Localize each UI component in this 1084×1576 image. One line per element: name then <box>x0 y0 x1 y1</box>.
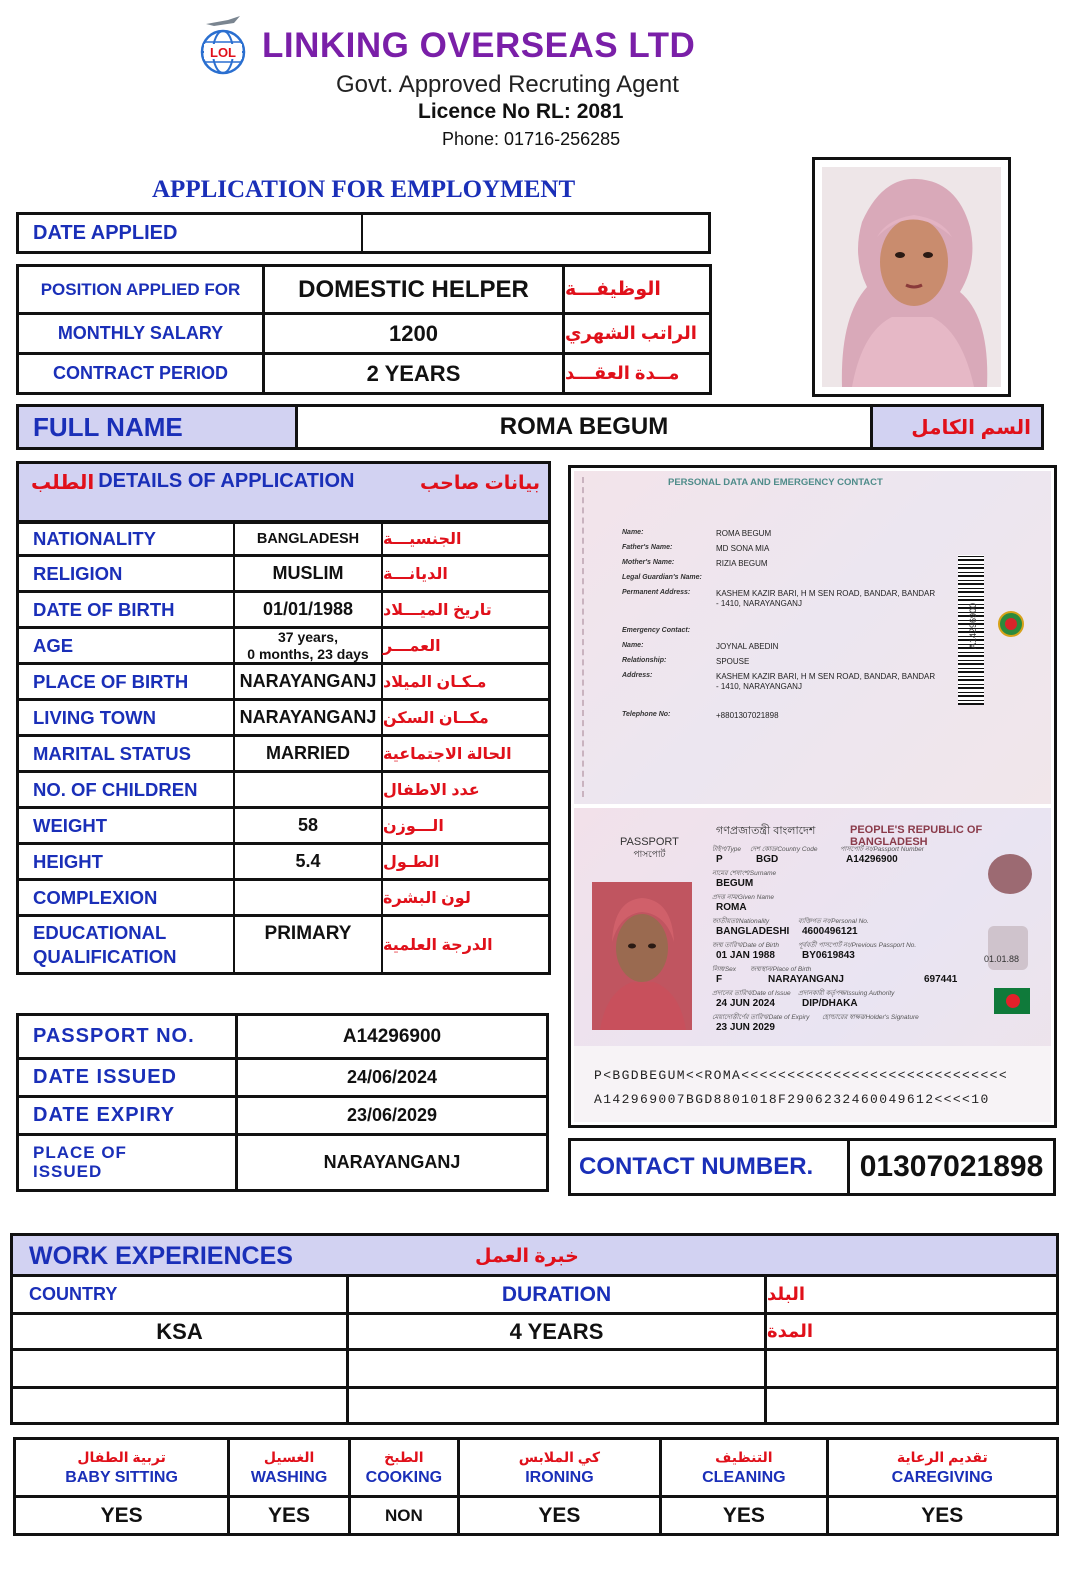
scan-field-value: SPOUSE <box>716 657 750 666</box>
country-bn: গণপ্রজাতন্ত্রী বাংলাদেশ <box>716 825 816 837</box>
skill-arabic: كي الملابس <box>518 1448 601 1465</box>
details-label: WEIGHT <box>19 809 235 842</box>
scan-field-label: Name: <box>622 529 644 536</box>
details-value[interactable] <box>235 773 383 806</box>
contract-row <box>18 354 711 394</box>
passport-field-value: 24 JUN 2024 <box>716 998 775 1009</box>
mrz-line-2: A142969007BGD8801018F2906232460049612<<<<10 <box>594 1092 990 1107</box>
ghost-date: 01.01.88 <box>984 954 1020 964</box>
skill-value-cell <box>15 1497 229 1535</box>
form-title: APPLICATION FOR EMPLOYMENT <box>152 176 576 203</box>
skill-label: CLEANING <box>702 1468 786 1486</box>
work-row <box>12 1350 1058 1388</box>
skills-value-row <box>15 1497 1058 1535</box>
skill-label: CAREGIVING <box>891 1468 993 1486</box>
passport-field-label: প্রদানের তারিখ/Date of Issue <box>712 990 791 997</box>
passport-field-label: মেয়াদোত্তীর্ণের তারিখ/Date of Expiry <box>712 1014 810 1021</box>
skill-value-cell <box>229 1497 350 1535</box>
skill-value[interactable]: YES <box>538 1503 581 1527</box>
contact-box <box>568 1138 1056 1196</box>
skill-value[interactable]: YES <box>100 1503 143 1527</box>
details-label: RELIGION <box>19 557 235 590</box>
skill-arabic: التنظيف <box>715 1448 773 1465</box>
work-country[interactable]: KSA <box>156 1318 203 1344</box>
full-name-label: FULL NAME <box>19 407 298 447</box>
work-arabic: المدة <box>767 1321 814 1341</box>
details-row <box>16 701 551 737</box>
position-table <box>16 264 712 395</box>
passport-field-label: জাতীয়তা/Nationality <box>712 918 770 925</box>
scan-field-label: Address: <box>622 672 653 679</box>
skill-value-cell <box>458 1497 660 1535</box>
skill-header-cell <box>349 1439 458 1497</box>
skills-header-row <box>15 1439 1058 1497</box>
col-duration: DURATION <box>501 1282 612 1306</box>
skill-value[interactable]: NON <box>384 1505 423 1525</box>
details-label: PLACE OF BIRTH <box>19 665 235 698</box>
skill-header-cell <box>458 1439 660 1497</box>
skill-header-cell <box>229 1439 350 1497</box>
salary-value[interactable]: 1200 <box>389 320 438 346</box>
col-country: COUNTRY <box>29 1284 118 1304</box>
details-row <box>16 557 551 593</box>
scan-field-label: Name: <box>622 642 644 649</box>
details-row <box>16 809 551 845</box>
details-arabic: الجنسيـــة <box>383 531 462 548</box>
date-applied-label: DATE APPLIED <box>19 215 363 251</box>
passport-field-label: প্রদত্ত নাম/Given Name <box>712 894 775 901</box>
scan-field-label: Telephone No: <box>622 711 671 718</box>
details-value[interactable]: NARAYANGANJ <box>235 701 383 734</box>
passport-field-label: ব্যক্তিগত নং/Personal No. <box>798 918 869 925</box>
details-arabic: الطـول <box>383 853 440 871</box>
skill-value[interactable]: YES <box>921 1503 964 1527</box>
details-title: DETAILS OF APPLICATION <box>98 470 355 492</box>
details-arabic: الدرجة العلمية <box>383 936 493 954</box>
date-applied-value[interactable] <box>363 215 708 251</box>
place-issued-label: PLACE OF ISSUED <box>33 1142 127 1181</box>
details-label: COMPLEXION <box>19 881 235 914</box>
company-name: LINKING OVERSEAS LTD <box>262 26 696 65</box>
scan-field-label: Permanent Address: <box>622 589 691 596</box>
details-label: EDUCATIONAL QUALIFICATION <box>19 917 235 972</box>
details-label: AGE <box>19 629 235 662</box>
passport-field-value: NARAYANGANJ <box>768 974 844 985</box>
skill-value-cell <box>349 1497 458 1535</box>
company-tagline: Govt. Approved Recruting Agent <box>336 71 679 98</box>
details-label: DATE OF BIRTH <box>19 593 235 626</box>
passport-info-table <box>16 1013 549 1192</box>
position-row <box>18 266 711 314</box>
position-arabic: الوظيفـــة <box>565 279 661 300</box>
passport-field-value: 697441 <box>924 974 958 985</box>
scan-field-label: Father's Name: <box>622 544 673 551</box>
passport-field-value: 23 JUN 2029 <box>716 1022 775 1033</box>
skill-arabic: الغسيل <box>263 1448 315 1465</box>
skill-value-cell <box>661 1497 828 1535</box>
work-duration[interactable]: 4 YEARS <box>509 1318 604 1344</box>
details-title-arabic-right: بيانات صاحب <box>420 473 540 494</box>
details-row <box>16 773 551 809</box>
passport-field-value: BGD <box>756 854 779 865</box>
details-row <box>16 593 551 629</box>
details-row <box>16 521 551 557</box>
passport-field-value: A14296900 <box>846 854 898 865</box>
passport-word-bn: পাসপোর্ট <box>633 848 666 859</box>
skill-label: WASHING <box>250 1468 328 1486</box>
passport-field-value: BEGUM <box>716 878 754 889</box>
details-row <box>16 665 551 701</box>
passport-field-label: পূর্ববর্তী পাসপোর্ট নং/Previous Passport No. <box>798 942 917 949</box>
scan-field-label: Emergency Contact: <box>622 627 691 634</box>
details-arabic: مكــان السكن <box>383 709 489 727</box>
country-name: PEOPLE'S REPUBLIC OF BANGLADESH <box>850 824 983 848</box>
passport-field-label: দেশ কোড/Country Code <box>750 846 818 853</box>
date-expiry-value[interactable]: 23/06/2029 <box>346 1105 438 1125</box>
passport-field-label: জন্মস্থান/Place of Birth <box>750 966 812 973</box>
scan-field-value: RIZIA BEGUM <box>716 559 768 568</box>
passport-word-en: PASSPORT <box>620 836 679 848</box>
details-row <box>16 737 551 773</box>
skill-header-cell <box>661 1439 828 1497</box>
passport-info-row <box>18 1135 548 1191</box>
scan-field-value: MD SONA MIA <box>716 544 770 553</box>
details-arabic: عدد الاطفال <box>383 781 480 799</box>
barcode-number: A14296900 <box>968 602 978 650</box>
date-expiry-label: DATE EXPIRY <box>33 1104 176 1126</box>
details-title-arabic-left: الطلب <box>31 472 95 494</box>
position-value[interactable]: DOMESTIC HELPER <box>298 275 529 303</box>
passport-field-label: নামের শেষাংশ/Surname <box>712 870 777 877</box>
details-arabic: لون البشرة <box>383 889 471 907</box>
details-label: NO. OF CHILDREN <box>19 773 235 806</box>
mrz-area <box>574 1046 1051 1122</box>
date-issued-label: DATE ISSUED <box>33 1066 177 1088</box>
place-issued-value[interactable]: NARAYANGANJ <box>323 1152 461 1172</box>
passport-info-row <box>18 1097 548 1135</box>
skill-label: COOKING <box>365 1468 443 1486</box>
details-label: NATIONALITY <box>19 524 235 554</box>
details-row <box>16 881 551 917</box>
scan-field-value: JOYNAL ABEDIN <box>716 642 779 651</box>
details-arabic: الديانـــة <box>383 565 448 583</box>
details-value[interactable]: BANGLADESH <box>235 524 383 554</box>
scan-field-label: Legal Guardian's Name: <box>622 574 702 581</box>
details-value[interactable]: 01/01/1988 <box>235 593 383 626</box>
passport-field-value: BANGLADESHI <box>716 926 790 937</box>
date-issued-value[interactable]: 24/06/2024 <box>346 1067 438 1087</box>
details-arabic: مـكـان الميلاد <box>383 673 487 691</box>
flag-icon <box>994 988 1030 1014</box>
skill-header-cell <box>15 1439 229 1497</box>
details-label: HEIGHT <box>19 845 235 878</box>
details-value[interactable]: NARAYANGANJ <box>235 665 383 698</box>
contract-value[interactable]: 2 YEARS <box>366 360 461 386</box>
scan-field-label: Mother's Name: <box>622 559 675 566</box>
full-name-value[interactable]: ROMA BEGUM <box>298 407 873 447</box>
details-value[interactable]: MUSLIM <box>235 557 383 590</box>
passport-field-value: F <box>716 974 723 985</box>
details-value[interactable]: MARRIED <box>235 737 383 770</box>
passport-field-value: 4600496121 <box>802 926 858 937</box>
work-header-row <box>12 1276 1058 1314</box>
contract-label: CONTRACT PERIOD <box>53 363 228 383</box>
contact-value[interactable]: 01307021898 <box>859 1150 1044 1183</box>
passport-field-value: ROMA <box>716 902 747 913</box>
skill-arabic: تربية الطفال <box>77 1448 166 1465</box>
passport-field-value: BY0619843 <box>802 950 855 961</box>
details-arabic: العمـــر <box>383 637 441 655</box>
work-table <box>10 1274 1059 1425</box>
details-value[interactable]: 37 years, 0 months, 23 days <box>235 629 383 662</box>
passport-no-label: PASSPORT NO. <box>33 1025 195 1047</box>
scan-field-value: ROMA BEGUM <box>716 529 772 538</box>
passport-field-label: পাসপোর্ট নং/Passport Number <box>840 846 924 853</box>
full-name-arabic: السم الكامل <box>873 407 1041 447</box>
work-title: WORK EXPERIENCES <box>29 1242 293 1270</box>
details-header <box>16 461 551 523</box>
passport-field-label: লিঙ্গ/Sex <box>712 966 737 973</box>
bangladesh-emblem-icon <box>998 611 1024 637</box>
details-value[interactable]: 58 <box>235 809 383 842</box>
details-row <box>16 629 551 665</box>
position-label: POSITION APPLIED FOR <box>40 279 241 299</box>
passport-word <box>620 836 679 859</box>
passport-info-row <box>18 1015 548 1059</box>
scan-field-label: Relationship: <box>622 657 667 664</box>
skill-arabic: الطبخ <box>384 1448 424 1465</box>
salary-row <box>18 314 711 354</box>
skill-header-cell <box>827 1439 1057 1497</box>
passport-field-label: জন্ম তারিখ/Date of Birth <box>712 942 779 949</box>
scan-field-value: +8801307021898 <box>716 711 779 720</box>
skill-label: IRONING <box>525 1468 594 1486</box>
details-value[interactable] <box>235 881 383 914</box>
passport-data-heading: PERSONAL DATA AND EMERGENCY CONTACT <box>668 477 883 488</box>
details-arabic: تاريخ الميـــلاد <box>383 601 492 619</box>
skill-label: BABY SITTING <box>65 1468 178 1486</box>
applicant-photo <box>812 157 1011 397</box>
passport-field-label: টাইপ/Type <box>712 846 741 853</box>
passport-holder-photo <box>592 882 692 1030</box>
salary-arabic: الراتب الشهري <box>565 323 697 343</box>
full-name-box <box>16 404 1044 450</box>
chip-hologram-icon <box>988 854 1032 894</box>
details-arabic: الحالة الاجتماعية <box>383 745 512 763</box>
details-value[interactable]: PRIMARY <box>235 917 383 972</box>
work-title-arabic: خبرة العمل <box>475 1246 579 1267</box>
contact-label: CONTACT NUMBER. <box>571 1141 850 1193</box>
skill-arabic: تقديم الرعاية <box>896 1448 988 1465</box>
work-row <box>12 1314 1058 1350</box>
scan-field-value: KASHEM KAZIR BARI, H M SEN ROAD, BANDAR, BANDAR - 1410, NARAYANGANJ <box>716 589 936 609</box>
date-applied-box <box>16 212 711 254</box>
salary-label: MONTHLY SALARY <box>57 323 224 343</box>
skill-value[interactable]: YES <box>722 1503 765 1527</box>
scan-field-value: KASHEM KAZIR BARI, H M SEN ROAD, BANDAR, BANDAR - 1410, NARAYANGANJ <box>716 672 936 692</box>
details-label: LIVING TOWN <box>19 701 235 734</box>
licence-number: Licence No RL: 2081 <box>418 100 624 123</box>
skills-table <box>13 1437 1059 1536</box>
company-logo <box>198 14 248 76</box>
passport-field-label: প্রদানকারী কর্তৃপক্ষ/Issuing Authority <box>798 990 895 997</box>
company-phone: Phone: 01716-256285 <box>442 129 621 149</box>
passport-field-value: DIP/DHAKA <box>802 998 858 1009</box>
svg-text:LOL: LOL <box>210 45 236 60</box>
mrz-line-1: P<BGDBEGUM<<ROMA<<<<<<<<<<<<<<<<<<<<<<<<<<<<< <box>594 1068 1009 1083</box>
skill-value[interactable]: YES <box>268 1503 311 1527</box>
contract-arabic: مــدة العقـــد <box>565 363 680 383</box>
skill-value-cell <box>827 1497 1057 1535</box>
col-arabic: البلد <box>767 1284 806 1304</box>
details-arabic: الـــوزن <box>383 817 444 835</box>
passport-data-page <box>574 471 1051 804</box>
passport-photo-page <box>574 808 1051 1122</box>
work-header <box>10 1233 1059 1275</box>
details-row <box>16 845 551 881</box>
details-value[interactable]: 5.4 <box>235 845 383 878</box>
passport-field-label: হোল্ডারের স্বাক্ষর/Holder's Signature <box>822 1014 919 1021</box>
passport-field-value: P <box>716 854 723 865</box>
details-label: MARITAL STATUS <box>19 737 235 770</box>
passport-scan <box>568 465 1057 1128</box>
passport-field-value: 01 JAN 1988 <box>716 950 775 961</box>
work-row <box>12 1388 1058 1424</box>
passport-info-row <box>18 1059 548 1097</box>
details-row <box>16 917 551 975</box>
passport-no-value[interactable]: A14296900 <box>342 1025 442 1047</box>
